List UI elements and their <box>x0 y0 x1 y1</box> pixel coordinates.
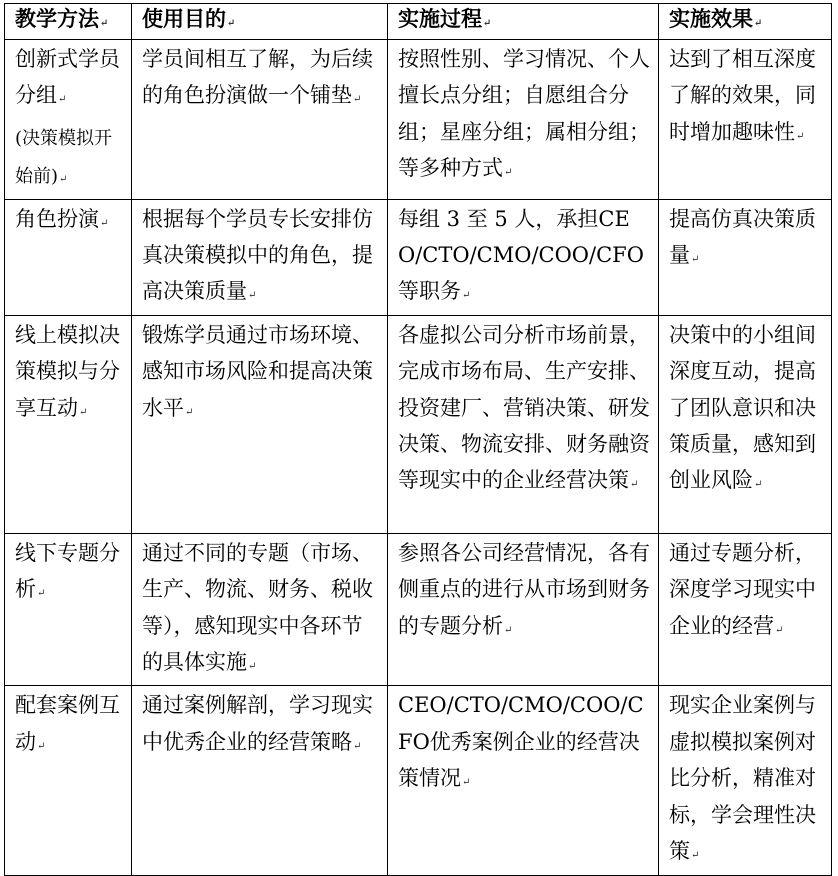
header-effect: 实施效果↵ <box>659 4 832 40</box>
header-purpose: 使用目的↵ <box>132 4 388 40</box>
teaching-methods-table <box>4 3 832 876</box>
cell-purpose: 锻炼学员通过市场环境、感知市场风险和提高决策水平↵ <box>132 315 388 533</box>
cell-process: 参照各公司经营情况，各有侧重点的进行从市场到财务的专题分析↵ <box>388 533 659 686</box>
cell-effect: 提高仿真决策质量↵ <box>659 199 832 315</box>
cell-process: 每组 3 至 5 人，承担CEO/CTO/CMO/COO/CFO等职务↵ <box>388 199 659 315</box>
paragraph-mark-icon: ↵ <box>796 130 805 142</box>
paragraph-mark-icon: ↵ <box>248 290 257 302</box>
table-row <box>5 199 832 315</box>
table-row <box>5 40 832 200</box>
method-note: (决策模拟开始前) <box>15 127 113 188</box>
paragraph-mark-icon: ↵ <box>504 167 513 179</box>
cell-process: 按照性别、学习情况、个人擅长点分组；自愿组合分组；星座分组；属相分组；等多种方式↵ <box>388 40 659 200</box>
cell-method: 线上模拟决策模拟与分享互动↵ <box>5 315 132 533</box>
paragraph-mark-icon: ↵ <box>691 850 700 862</box>
cell-process: 各虚拟公司分析市场前景，完成市场布局、生产安排、投资建厂、营销决策、研发决策、物流安排、财务融资等现实中的企业经营决策↵ <box>388 315 659 533</box>
paragraph-mark-icon: ↵ <box>227 18 236 29</box>
cell-effect: 达到了相互深度了解的效果，同时增加趣味性↵ <box>659 40 832 200</box>
paragraph-mark-icon: ↵ <box>775 624 784 636</box>
header-method: 教学方法↵ <box>5 4 132 40</box>
paragraph-mark-icon: ↵ <box>504 624 513 636</box>
paragraph-mark-icon: ↵ <box>79 406 88 418</box>
cell-effect: 通过专题分析，深度学习现实中企业的经营↵ <box>659 533 832 686</box>
paragraph-mark-icon: ↵ <box>754 479 763 491</box>
table-row <box>5 315 832 533</box>
paragraph-mark-icon: ↵ <box>37 588 46 600</box>
paragraph-mark-icon: ↵ <box>59 174 68 186</box>
header-row <box>5 4 832 40</box>
paragraph-mark-icon: ↵ <box>185 406 194 418</box>
cell-method: 线下专题分析↵ <box>5 533 132 686</box>
table-row <box>5 533 832 686</box>
cell-method: 配套案例互动↵ <box>5 686 132 875</box>
paragraph-mark-icon: ↵ <box>462 290 471 302</box>
paragraph-mark-icon: ↵ <box>353 94 362 106</box>
paragraph-mark-icon: ↵ <box>483 18 492 29</box>
cell-purpose: 通过案例解剖，学习现实中优秀企业的经营策略↵ <box>132 686 388 875</box>
paragraph-mark-icon: ↵ <box>37 740 46 752</box>
table-row <box>5 686 832 875</box>
cell-purpose: 根据每个学员专长安排仿真决策模拟中的角色，提高决策质量↵ <box>132 199 388 315</box>
paragraph-mark-icon: ↵ <box>100 217 109 229</box>
cell-effect: 决策中的小组间深度互动，提高了团队意识和决策质量，感知到创业风险↵ <box>659 315 832 533</box>
paragraph-mark-icon: ↵ <box>754 18 763 29</box>
paragraph-mark-icon: ↵ <box>462 777 471 789</box>
paragraph-mark-icon: ↵ <box>58 94 67 106</box>
cell-purpose: 通过不同的专题（市场、生产、物流、财务、税收等），感知现实中各环节的具体实施↵ <box>132 533 388 686</box>
paragraph-mark-icon: ↵ <box>691 254 700 266</box>
cell-effect: 现实企业案例与虚拟模拟案例对比分析，精准对标，学会理性决策↵ <box>659 686 832 875</box>
cell-process: CEO/CTO/CMO/COO/CFO优秀案例企业的经营决策情况↵ <box>388 686 659 875</box>
header-process: 实施过程↵ <box>388 4 659 40</box>
paragraph-mark-icon: ↵ <box>630 479 639 491</box>
paragraph-mark-icon: ↵ <box>353 740 362 752</box>
paragraph-mark-icon: ↵ <box>100 18 109 29</box>
cell-method: 角色扮演↵ <box>5 199 132 315</box>
paragraph-mark-icon: ↵ <box>248 661 257 673</box>
cell-method: 创新式学员分组↵ (决策模拟开始前)↵ <box>5 40 132 200</box>
cell-purpose: 学员间相互了解，为后续的角色扮演做一个铺垫↵ <box>132 40 388 200</box>
